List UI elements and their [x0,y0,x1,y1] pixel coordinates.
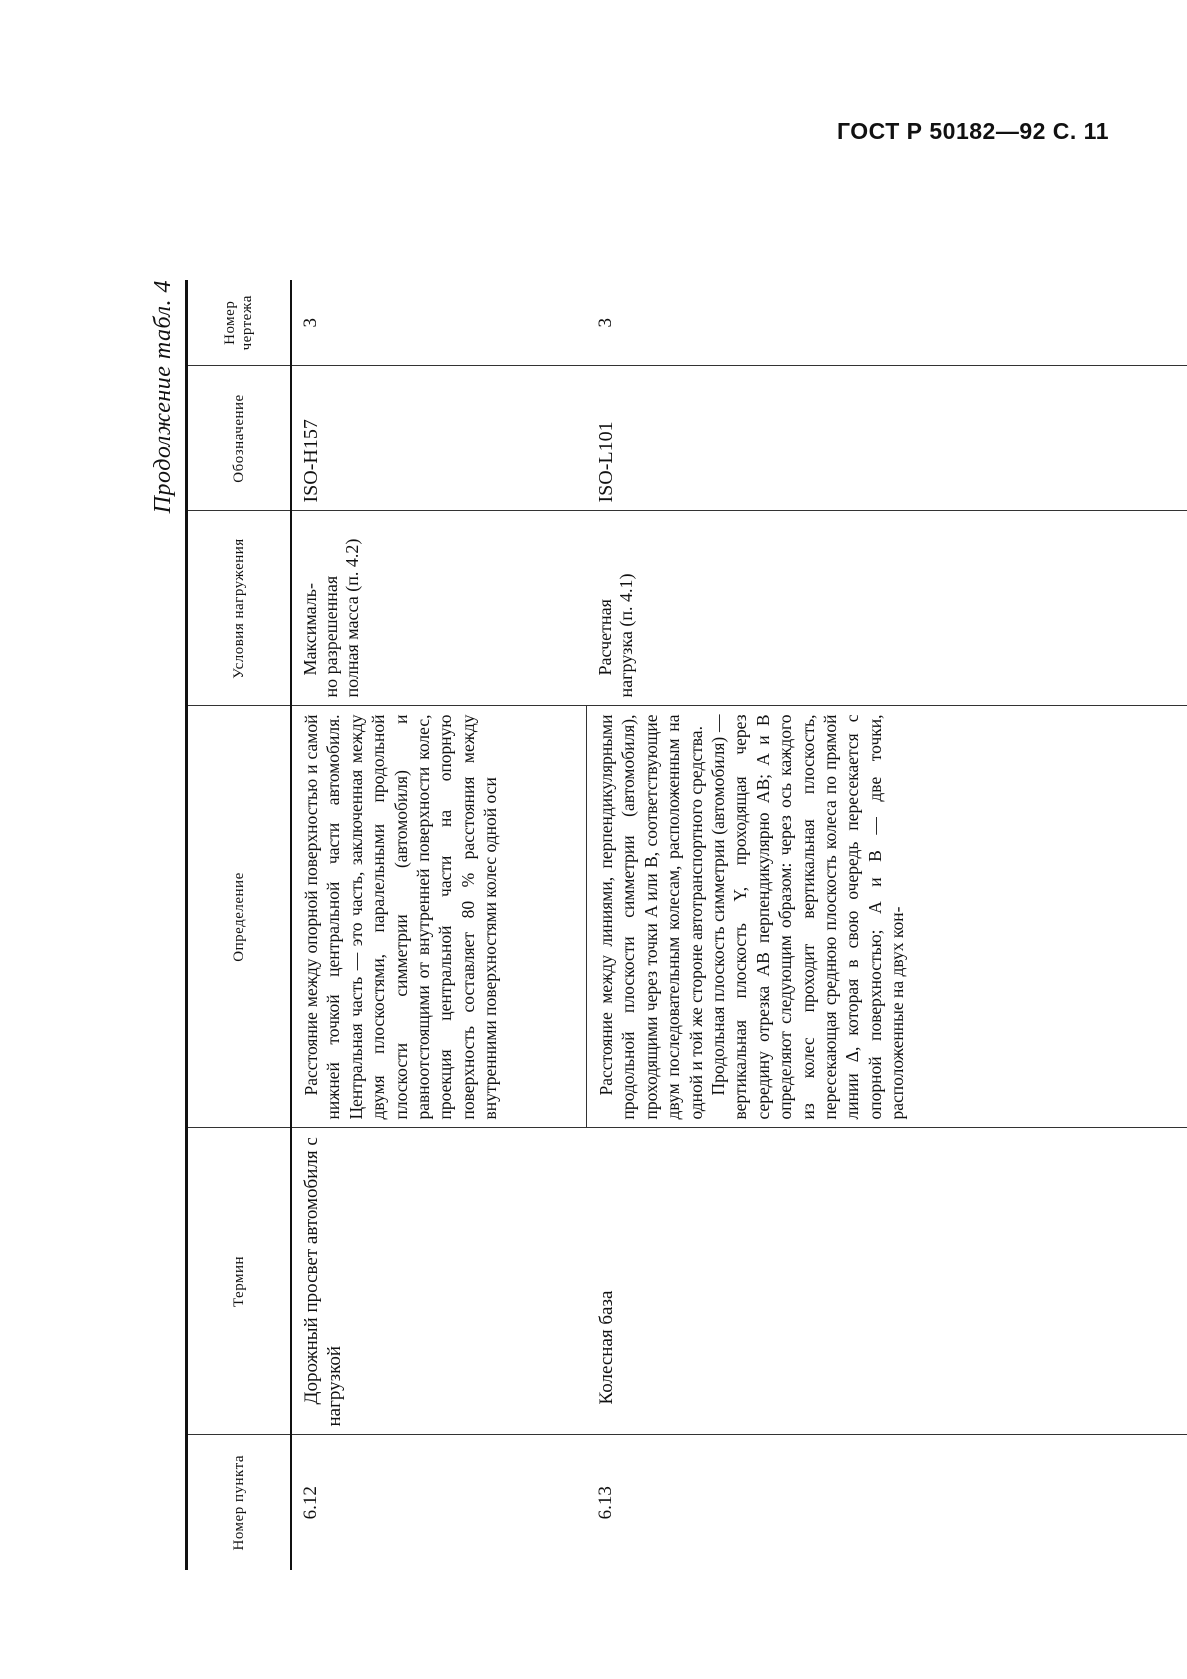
header-drawing-number: Номер чертежа [187,280,292,366]
header-term: Термин [187,1128,292,1435]
page-header: ГОСТ Р 50182—92 С. 11 [837,118,1109,144]
table-row [291,280,587,1570]
cell-load-conditions [291,511,587,706]
cell-definition [291,706,587,1128]
table-continuation-label: Продолжение табл. 4 [150,280,176,514]
cell-designation: ISO-L101 [587,366,1187,511]
conditions-rest: нагрузка (п. 4.1) [615,573,636,698]
terms-table [185,280,1187,1570]
conditions-lead: Максималь- [300,582,320,676]
header-load-conditions: Условия нагружения [187,511,292,706]
cell-designation: ISO-H157 [291,366,587,511]
table-header-row [187,280,292,1570]
cell-term: Колесная база [587,1128,1187,1435]
conditions-lead: Расчетная [594,599,615,676]
header-designation: Обозначение [187,366,292,511]
definition-paragraph: Расстояние между опорной поверхностью и самой нижней точкой центральной части автомобиля. Центральная часть — это часть, заключенная между двумя плоскостями, паралельными продольной плоскости симметрии (автомобиля) и равноотстоящими от внутренней поверхности колес, проекция центральной части на опорную поверхность составляет 80 % расстояния между внутренними поверхностями колес одной оси [301,714,501,1120]
definition-paragraph: Расстояние между линиями, перпендикулярными продольной плоскости симметрии (автомобиля), проходящими через точки A или B, соответствующие двум последовательным колесам, расположенным на одной и той же стороне автотранспортного средства. [596,714,706,1120]
conditions-rest: но разрешенная полная масса (п. 4.2) [321,538,362,698]
cell-item-number: 6.12 [300,1486,321,1520]
rotated-page-body [150,280,1065,1570]
cell-drawing-number: 3 [291,280,587,366]
cell-term: Дорожный просвет автомобиля с нагрузкой [291,1128,587,1435]
cell-load-conditions [587,511,1187,706]
table-row [587,280,1187,1570]
cell-item-number: 6.13 [594,1486,616,1520]
header-definition: Определение [187,706,292,1128]
cell-drawing-number: 3 [587,280,1187,366]
definition-paragraph: Продольная плоскость симметрии (автомобиля) — вертикальная плоскость Y, проходящая через середину отрезка AB перпендикулярно AB; A и B определяют следующим образом: через ось каждого из колес проходит вертикальная плоскость, пересекающая среднюю плоскость колеса по прямой линии Δ, которая в свою очередь пересекается с опорной поверхностью; A и B — две точки, расположенные на двух кон- [708,714,908,1120]
header-item-number: Номер пункта [187,1435,292,1570]
cell-definition [587,706,1187,1128]
